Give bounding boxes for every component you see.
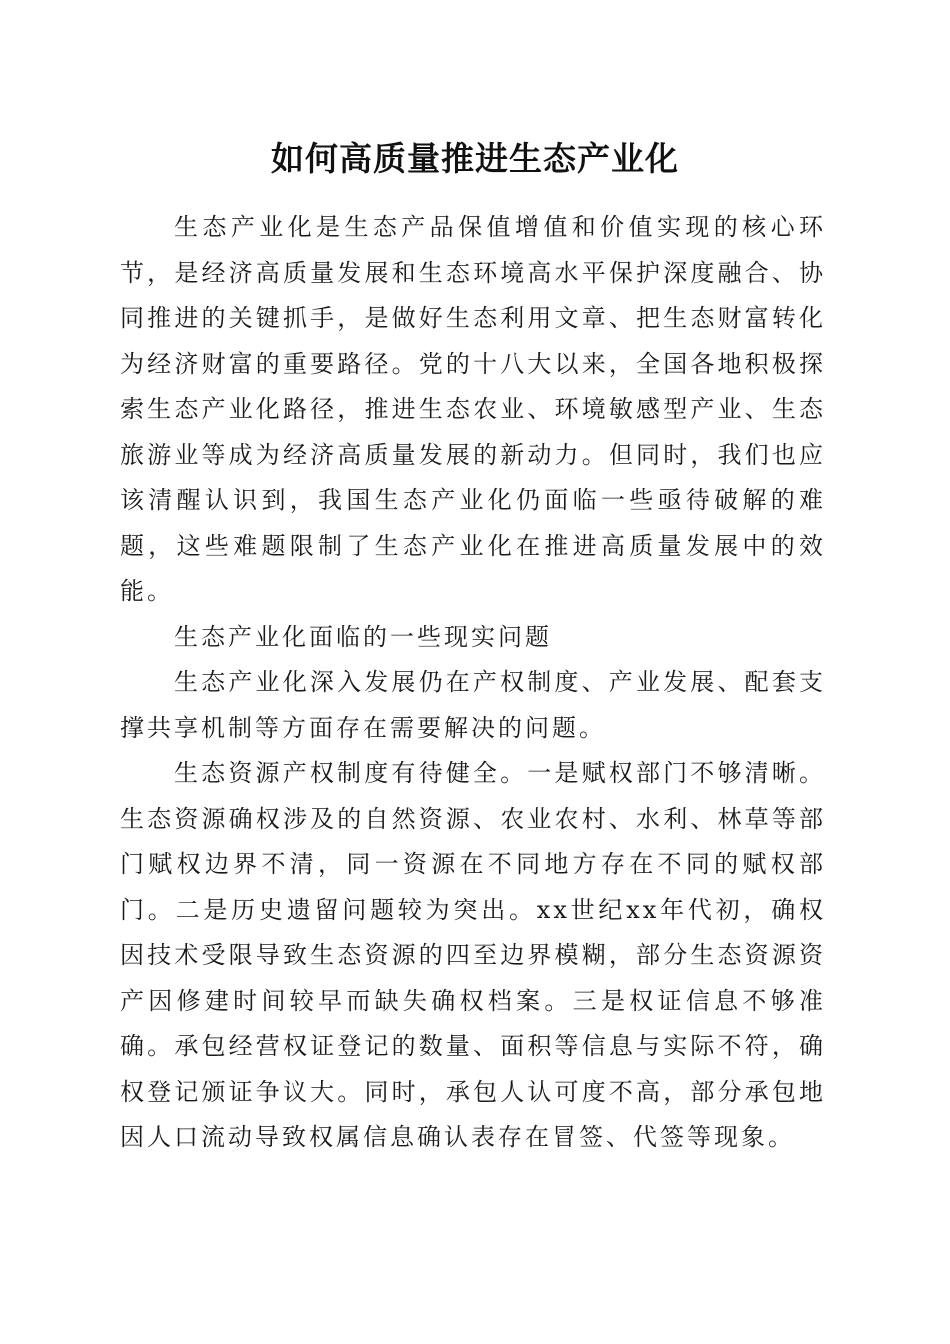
paragraph-overview: 生态产业化深入发展仍在产权制度、产业发展、配套支撑共享机制等方面存在需要解决的问题。 xyxy=(120,668,826,742)
paragraph-section-heading: 生态产业化面临的一些现实问题 xyxy=(174,622,552,651)
document-title: 如何高质量推进生态产业化 xyxy=(271,139,679,178)
paragraph-property-rights: 生态资源产权制度有待健全。一是赋权部门不够清晰。生态资源确权涉及的自然资源、农业农村、水利、林草等部门赋权边界不清，同一资源在不同地方存在不同的赋权部门。二是历史遗留问题较为突出。xx世纪xx年代初，确权因技术受限导致生态资源的四至边界模糊，部分生态资源资产因修建时间较早而缺失确权档案。三是权证信息不够准确。承包经营权证登记的数量、面积等信息与实际不符，确权登记颁证争议大。同时，承包人认可度不高，部分承包地因人口流动导致权属信息确认表存在冒签、代签等现象。 xyxy=(120,759,826,1151)
document-body xyxy=(120,205,826,1161)
paragraph-intro: 生态产业化是生态产品保值增值和价值实现的核心环节，是经济高质量发展和生态环境高水平保护深度融合、协同推进的关键抓手，是做好生态利用文章、把生态财富转化为经济财富的重要路径。党的十八大以来，全国各地积极探索生态产业化路径，推进生态农业、环境敏感型产业、生态旅游业等成为经济高质量发展的新动力。但同时，我们也应该清醒认识到，我国生态产业化仍面临一些亟待破解的难题，这些难题限制了生态产业化在推进高质量发展中的效能。 xyxy=(120,213,826,605)
